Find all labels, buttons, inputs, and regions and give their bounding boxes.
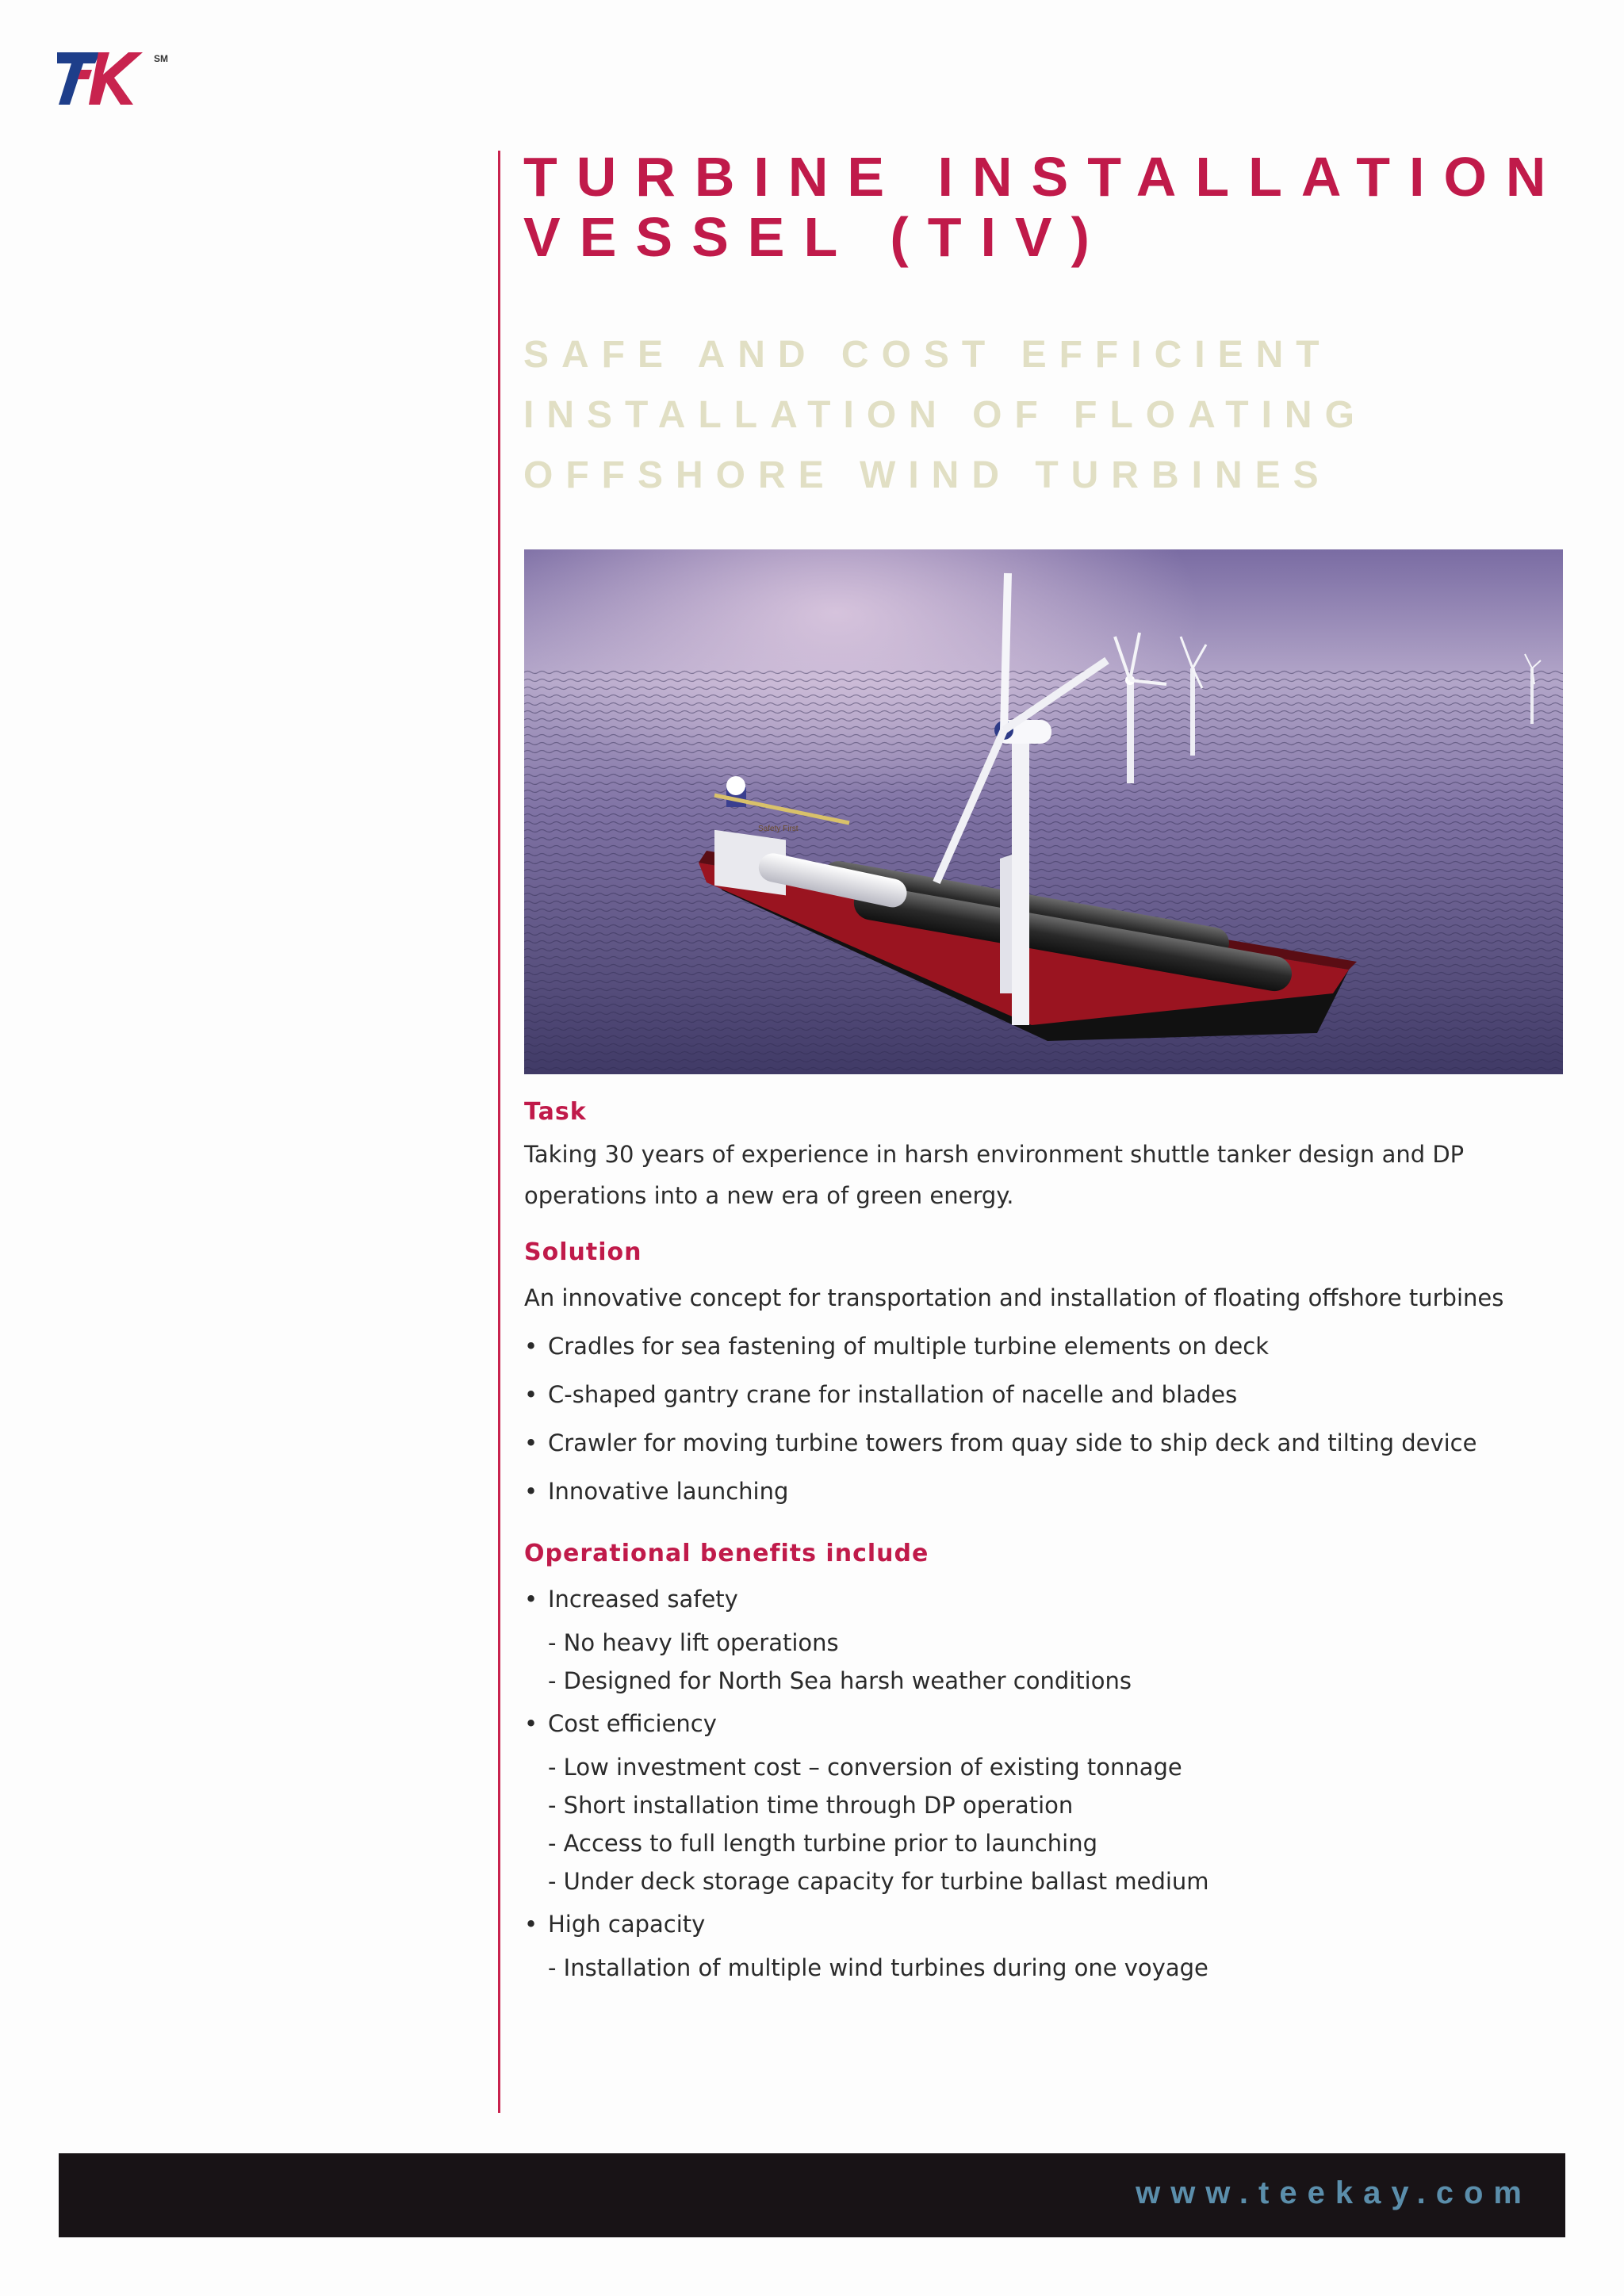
benefit-group-label: • Cost efficiency [524, 1710, 717, 1737]
benefit-item: - Designed for North Sea harsh weather conditions [548, 1667, 1132, 1694]
vessel-illustration [524, 549, 1563, 1074]
solution-intro: An innovative concept for transportation and installation of floating offshore turbines [524, 1284, 1504, 1311]
service-mark: SM [154, 53, 168, 64]
solution-bullet: • Innovative launching [524, 1478, 789, 1505]
page-title [523, 147, 1586, 267]
benefit-item: - No heavy lift operations [548, 1629, 839, 1656]
task-text-line-2: operations into a new era of green energy. [524, 1182, 1014, 1209]
subtitle-line-1: SAFE AND COST EFFICIENT [523, 334, 1332, 376]
subtitle-line-2: INSTALLATION OF FLOATING [523, 394, 1367, 436]
task-text-line-1: Taking 30 years of experience in harsh environment shuttle tanker design and DP [524, 1141, 1465, 1168]
footer-bar [59, 2153, 1565, 2237]
solution-bullet: • Cradles for sea fastening of multiple turbine elements on deck [524, 1333, 1269, 1360]
accent-rule [498, 151, 500, 2113]
benefit-group-label: • Increased safety [524, 1586, 738, 1613]
benefit-item: - Low investment cost – conversion of existing tonnage [548, 1754, 1182, 1781]
benefit-item: - Short installation time through DP operation [548, 1792, 1074, 1819]
solution-bullet: • Crawler for moving turbine towers from quay side to ship deck and tilting device [524, 1429, 1477, 1456]
benefit-item: - Installation of multiple wind turbines during one voyage [548, 1954, 1208, 1981]
website-link[interactable]: www.teekay.com [1136, 2175, 1532, 2210]
benefits-heading: Operational benefits include [524, 1540, 929, 1567]
vessel-name-label: Safety First [758, 825, 799, 833]
task-heading: Task [524, 1098, 587, 1126]
benefit-item: - Access to full length turbine prior to launching [548, 1830, 1098, 1857]
content-body [524, 1098, 1579, 1987]
subtitle-line-3: OFFSHORE WIND TURBINES [523, 454, 1331, 496]
benefit-group-label: • High capacity [524, 1911, 706, 1938]
page-subtitle [523, 325, 1586, 506]
title-line-2: VESSEL (TIV) [523, 206, 1109, 268]
teekay-logo [57, 46, 176, 109]
solution-heading: Solution [524, 1238, 642, 1266]
solution-bullet: • C-shaped gantry crane for installation of nacelle and blades [524, 1381, 1238, 1408]
benefit-item: - Under deck storage capacity for turbine ballast medium [548, 1868, 1209, 1895]
task-text [524, 1134, 1579, 1216]
title-line-1: TURBINE INSTALLATION [523, 146, 1565, 208]
